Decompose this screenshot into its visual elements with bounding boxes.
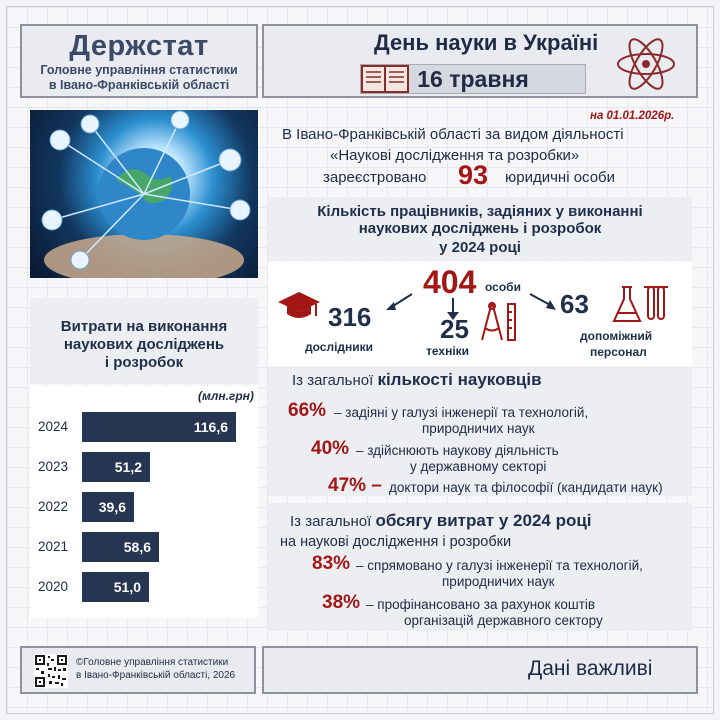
pct-engineering: 66% bbox=[288, 400, 327, 421]
bar-value-label: 51,2 bbox=[114, 459, 142, 475]
logo-title: Держстат bbox=[69, 30, 209, 62]
graduation-cap-icon bbox=[276, 288, 322, 324]
workers-total: 404 bbox=[423, 264, 477, 300]
bar-year-label: 2020 bbox=[38, 579, 69, 594]
chart-title-2: наукових досліджень bbox=[63, 336, 225, 353]
bar-year-label: 2024 bbox=[38, 419, 69, 434]
bar bbox=[82, 572, 149, 602]
researchers-label: дослідники bbox=[305, 340, 374, 354]
expenses-heading-prefix: Із загальної bbox=[290, 513, 372, 530]
bar bbox=[82, 532, 159, 562]
expenses-heading-bold: обсягу витрат у 2024 році bbox=[375, 511, 592, 530]
atom-icon bbox=[614, 32, 678, 96]
intro-registered: зареєстровано bbox=[323, 169, 427, 186]
logo-block bbox=[20, 24, 258, 98]
title-block bbox=[262, 24, 698, 98]
pct-state-sector: 40% bbox=[311, 438, 350, 459]
workers-title-1: Кількість працівників, задіяних у виконанні bbox=[317, 203, 643, 220]
expenses-heading-line-2: на наукові дослідження і розробки bbox=[280, 534, 512, 550]
bar-value-label: 58,6 bbox=[123, 539, 151, 555]
expenses-bar-chart bbox=[30, 408, 258, 608]
researchers-count: 316 bbox=[328, 302, 372, 332]
bar-value-label: 51,0 bbox=[113, 579, 141, 595]
as-of-date: на 01.01.2026р. bbox=[590, 110, 675, 122]
date-text: 16 травня bbox=[417, 66, 529, 92]
support-label-1: допоміжний bbox=[580, 329, 653, 343]
copyright-line-2: в Івано-Франківській області, 2026 bbox=[76, 670, 236, 681]
expenses-heading bbox=[290, 511, 592, 531]
bar-year-label: 2023 bbox=[38, 459, 69, 474]
bar-year-label: 2022 bbox=[38, 499, 69, 514]
scientists-heading bbox=[292, 370, 542, 390]
technicians-count: 25 bbox=[440, 314, 469, 344]
copyright-line-1: ©Головне управління статистики bbox=[76, 657, 229, 668]
pct-state-sector-text-2: у державному секторі bbox=[410, 459, 547, 474]
arrow-left-down-icon bbox=[384, 292, 414, 312]
pct-engineering-text-1: – задіяні у галузі інженерії та технологій, bbox=[334, 405, 589, 420]
bar-value-label: 116,6 bbox=[193, 419, 228, 435]
pct-state-funding: 38% bbox=[322, 592, 361, 613]
lab-flask-icon bbox=[610, 283, 668, 325]
pct-spending-engineering: 83% bbox=[312, 553, 351, 574]
footer-slogan: Дані важливі bbox=[528, 657, 653, 680]
footer-right bbox=[262, 646, 698, 694]
pct-doctors: 47% – bbox=[328, 475, 382, 496]
qr-code-icon bbox=[34, 654, 68, 688]
intro-line-2: «Наукові дослідження та розробки» bbox=[330, 147, 580, 164]
book-icon bbox=[360, 62, 410, 96]
technicians-label: техніки bbox=[426, 344, 470, 358]
bar-value-label: 39,6 bbox=[98, 499, 126, 515]
scientists-heading-bold: кількості науковців bbox=[377, 370, 542, 389]
pct-engineering-text-2: природничих наук bbox=[422, 421, 535, 436]
bar bbox=[82, 412, 236, 442]
support-count: 63 bbox=[560, 289, 589, 319]
logo-subtitle-2: в Івано-Франківській області bbox=[48, 78, 230, 92]
workers-title-2: наукових досліджень і розробок bbox=[358, 220, 602, 237]
compass-ruler-icon bbox=[478, 300, 518, 344]
pct-state-sector-text-1: – здійснюють наукову діяльність bbox=[356, 443, 559, 458]
support-label-2: персонал bbox=[590, 345, 647, 359]
bar bbox=[82, 492, 134, 522]
arrow-right-down-icon bbox=[528, 292, 558, 312]
bar bbox=[82, 452, 150, 482]
logo-subtitle-1: Головне управління статистики bbox=[40, 63, 238, 77]
pct-spending-engineering-text-2: природничих наук bbox=[442, 574, 555, 589]
bar-year-label: 2021 bbox=[38, 539, 69, 554]
pct-doctors-text: доктори наук та філософії (кандидати наук) bbox=[389, 480, 663, 495]
registered-count: 93 bbox=[458, 160, 489, 190]
chart-unit: (млн.грн) bbox=[198, 389, 254, 403]
pct-state-funding-text-2: організацій державного сектору bbox=[404, 613, 603, 628]
page-title: День науки в Україні bbox=[374, 30, 599, 55]
chart-title-1: Витрати на виконання bbox=[60, 318, 228, 335]
hands-globe-photo bbox=[30, 110, 258, 278]
scientists-heading-prefix: Із загальної bbox=[292, 372, 374, 389]
footer-left bbox=[20, 646, 256, 694]
intro-line-1: В Івано-Франківській області за видом діяльності bbox=[282, 126, 624, 143]
workers-total-unit: особи bbox=[485, 280, 521, 294]
network-illustration bbox=[30, 110, 258, 278]
pct-state-funding-text-1: – профінансовано за рахунок коштів bbox=[366, 597, 596, 612]
workers-title-3: у 2024 році bbox=[439, 239, 521, 256]
pct-spending-engineering-text-1: – спрямовано у галузі інженерії та технологій, bbox=[356, 558, 643, 573]
intro-entities: юридичні особи bbox=[505, 169, 616, 186]
chart-title-3: і розробок bbox=[104, 354, 184, 371]
